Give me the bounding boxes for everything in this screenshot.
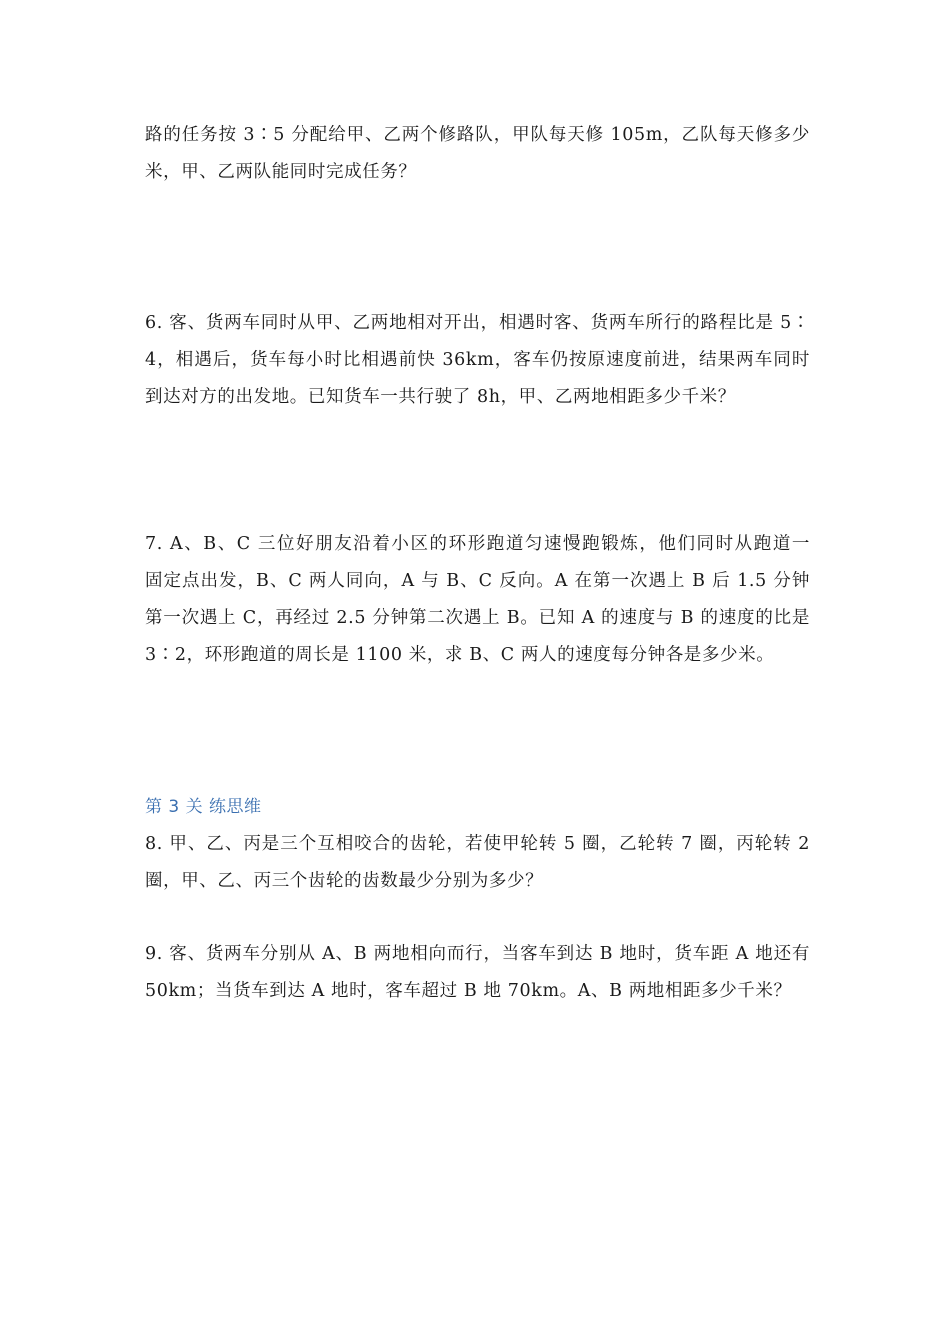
text-line: 米，甲、乙两队能同时完成任务？ xyxy=(145,162,417,182)
text-line: 圈，甲、乙、丙三个齿轮的齿数最少分别为多少？ xyxy=(145,871,544,891)
text-line: 4，相遇后，货车每小时比相遇前快 36km，客车仍按原速度前进，结果两车同时 xyxy=(145,350,810,370)
text-line: 50km；当货车到达 A 地时，客车超过 B 地 70km。A、B 两地相距多少千米？ xyxy=(145,981,792,1001)
section-heading: 第 3 关 练思维 xyxy=(145,797,262,817)
text-line: 7. A、B、C 三位好朋友沿着小区的环形跑道匀速慢跑锻炼，他们同时从跑道一 xyxy=(145,534,810,554)
text-line: 8. 甲、乙、丙是三个互相咬合的齿轮，若使甲轮转 5 圈，乙轮转 7 圈，丙轮转 2 xyxy=(145,834,810,854)
text-line: 6. 客、货两车同时从甲、乙两地相对开出，相遇时客、货两车所行的路程比是 5∶ xyxy=(145,313,810,333)
problem-7 xyxy=(145,526,810,674)
text-line: 固定点出发，B、C 两人同向，A 与 B、C 反向。A 在第一次遇上 B 后 1.5 分钟 xyxy=(145,571,810,591)
text-line: 路的任务按 3∶5 分配给甲、乙两个修路队，甲队每天修 105m，乙队每天修多少 xyxy=(145,125,810,145)
problem-8 xyxy=(145,826,810,900)
problem-9 xyxy=(145,936,810,1010)
problem-6 xyxy=(145,305,810,416)
text-line: 3∶2，环形跑道的周长是 1100 米，求 B、C 两人的速度每分钟各是多少米。 xyxy=(145,645,775,665)
text-line: 第一次遇上 C，再经过 2.5 分钟第二次遇上 B。已知 A 的速度与 B 的速度的比是 xyxy=(145,608,810,628)
text-line: 9. 客、货两车分别从 A、B 两地相向而行，当客车到达 B 地时，货车距 A 地还有 xyxy=(145,944,810,964)
problem-5-continued xyxy=(145,117,810,191)
text-line: 到达对方的出发地。已知货车一共行驶了 8h，甲、乙两地相距多少千米？ xyxy=(145,387,736,407)
